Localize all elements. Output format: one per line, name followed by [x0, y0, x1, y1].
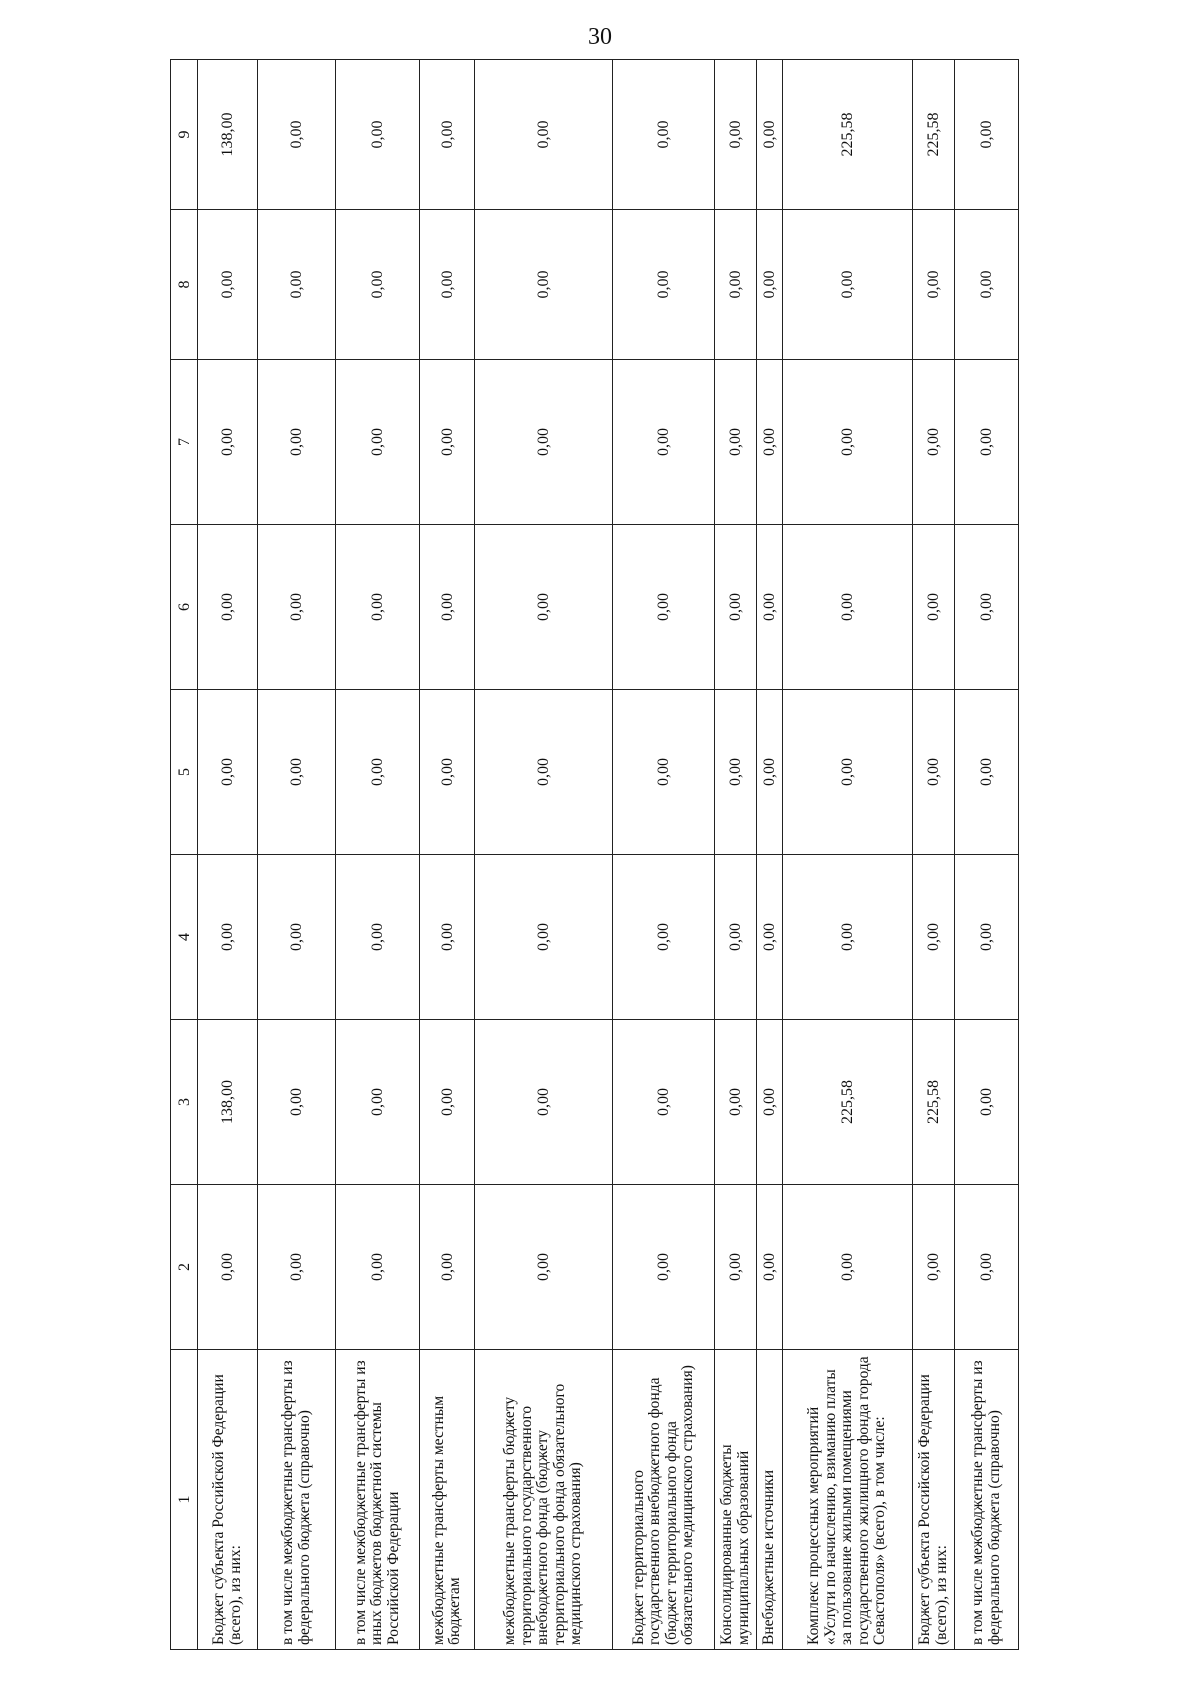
table-cell: 0,00 [715, 1185, 757, 1350]
table-cell: 0,00 [198, 690, 258, 855]
row-label: в том числе межбюджетные трансферты из иных бюджетов бюджетной системы Российской Федерации [336, 1350, 420, 1650]
table-cell: 0,00 [955, 60, 1019, 210]
header-cell: 1 [171, 1350, 198, 1650]
table-cell: 0,00 [955, 525, 1019, 690]
header-cell: 5 [171, 690, 198, 855]
table-cell: 0,00 [420, 1020, 475, 1185]
row-label: Бюджет субъекта Российской Федерации (всего), из них: [198, 1350, 258, 1650]
row-label: в том числе межбюджетные трансферты из федерального бюджета (справочно) [955, 1350, 1019, 1650]
table-cell: 0,00 [613, 690, 715, 855]
table-cell: 0,00 [715, 60, 757, 210]
table-cell: 0,00 [475, 360, 613, 525]
table-cell: 0,00 [258, 525, 336, 690]
table-cell: 0,00 [613, 210, 715, 360]
table-row [913, 60, 955, 1650]
table-cell: 0,00 [783, 855, 913, 1020]
table-cell: 0,00 [715, 210, 757, 360]
table-cell: 0,00 [475, 60, 613, 210]
table-cell: 0,00 [913, 210, 955, 360]
table-row [757, 60, 783, 1650]
table-cell: 0,00 [475, 1185, 613, 1350]
table-cell: 225,58 [913, 1020, 955, 1185]
page-number: 30 [588, 24, 612, 50]
table-cell: 0,00 [336, 210, 420, 360]
rotated-table-container [170, 60, 1060, 1650]
row-label: Внебюджетные источники [757, 1350, 783, 1650]
table-cell: 0,00 [336, 1185, 420, 1350]
table-cell: 0,00 [420, 690, 475, 855]
table-cell: 0,00 [955, 1020, 1019, 1185]
row-label: Бюджет субъекта Российской Федерации (всего), из них: [913, 1350, 955, 1650]
table-cell: 0,00 [336, 855, 420, 1020]
table-row [336, 60, 420, 1650]
table-cell: 138,00 [198, 60, 258, 210]
table-cell: 0,00 [757, 360, 783, 525]
table-cell: 0,00 [715, 525, 757, 690]
table-cell: 0,00 [613, 1020, 715, 1185]
row-label: Бюджет территориального государственного внебюджетного фонда (бюджет территориального фонда обязательного медицинского страхования) [613, 1350, 715, 1650]
table-cell: 0,00 [336, 690, 420, 855]
table-cell: 0,00 [757, 690, 783, 855]
row-label: Комплекс процессных мероприятий «Услуги по начислению, взиманию платы за пользование жилыми помещениями государственного жилищного фонда города Севастополя» (всего), в том числе: [783, 1350, 913, 1650]
table-cell: 225,58 [783, 60, 913, 210]
table-cell: 0,00 [715, 360, 757, 525]
table-cell: 0,00 [913, 855, 955, 1020]
table-cell: 0,00 [258, 360, 336, 525]
table-cell: 0,00 [198, 855, 258, 1020]
table-cell: 0,00 [955, 855, 1019, 1020]
table-cell: 0,00 [757, 60, 783, 210]
table-cell: 0,00 [783, 360, 913, 525]
table-cell: 0,00 [715, 1020, 757, 1185]
table-cell: 0,00 [258, 60, 336, 210]
table-cell: 0,00 [475, 210, 613, 360]
header-cell: 7 [171, 360, 198, 525]
table-cell: 0,00 [336, 360, 420, 525]
table-cell: 0,00 [420, 855, 475, 1020]
header-cell: 3 [171, 1020, 198, 1185]
table-cell: 0,00 [783, 210, 913, 360]
table-cell: 0,00 [913, 690, 955, 855]
row-label: Консолидированные бюджеты муниципальных образований [715, 1350, 757, 1650]
table-cell: 0,00 [420, 525, 475, 690]
row-label: межбюджетные трансферты местным бюджетам [420, 1350, 475, 1650]
table-cell: 0,00 [757, 210, 783, 360]
table-cell: 0,00 [783, 1185, 913, 1350]
table-cell: 0,00 [475, 855, 613, 1020]
table-row [198, 60, 258, 1650]
table-cell: 0,00 [258, 855, 336, 1020]
header-cell: 8 [171, 210, 198, 360]
table-row [475, 60, 613, 1650]
table-cell: 0,00 [420, 360, 475, 525]
table-cell: 0,00 [715, 690, 757, 855]
row-label: в том числе межбюджетные трансферты из федерального бюджета (справочно) [258, 1350, 336, 1650]
table-row [783, 60, 913, 1650]
header-cell: 9 [171, 60, 198, 210]
header-cell: 2 [171, 1185, 198, 1350]
table-cell: 0,00 [613, 1185, 715, 1350]
header-row [171, 60, 198, 1650]
table-cell: 0,00 [420, 1185, 475, 1350]
table-cell: 0,00 [783, 525, 913, 690]
table-cell: 0,00 [757, 1020, 783, 1185]
table-cell: 0,00 [198, 360, 258, 525]
table-cell: 0,00 [955, 360, 1019, 525]
table-cell: 0,00 [613, 855, 715, 1020]
header-cell: 6 [171, 525, 198, 690]
table-row [420, 60, 475, 1650]
table-cell: 0,00 [613, 60, 715, 210]
table-cell: 0,00 [198, 210, 258, 360]
table-cell: 0,00 [613, 360, 715, 525]
header-cell: 4 [171, 855, 198, 1020]
table-cell: 0,00 [198, 1185, 258, 1350]
table-cell: 0,00 [420, 60, 475, 210]
table-cell: 0,00 [258, 1020, 336, 1185]
table-cell: 0,00 [475, 690, 613, 855]
table-cell: 0,00 [475, 1020, 613, 1185]
table-cell: 0,00 [336, 525, 420, 690]
table-row [955, 60, 1019, 1650]
table-cell: 0,00 [757, 1185, 783, 1350]
table-cell: 225,58 [783, 1020, 913, 1185]
table-cell: 0,00 [757, 855, 783, 1020]
table-cell: 0,00 [913, 525, 955, 690]
table-cell: 0,00 [258, 1185, 336, 1350]
table-cell: 0,00 [420, 210, 475, 360]
table-cell: 0,00 [336, 1020, 420, 1185]
table-cell: 0,00 [258, 690, 336, 855]
table-cell: 0,00 [336, 60, 420, 210]
table-row [715, 60, 757, 1650]
row-label: межбюджетные трансферты бюджету территориального государственного внебюджетного фонда (бюджету территориального фонда обязательного медицинского страхования) [475, 1350, 613, 1650]
table-cell: 0,00 [198, 525, 258, 690]
table-cell: 138,00 [198, 1020, 258, 1185]
table-cell: 0,00 [913, 360, 955, 525]
table-cell: 0,00 [955, 1185, 1019, 1350]
table-cell: 0,00 [258, 210, 336, 360]
table-cell: 0,00 [715, 855, 757, 1020]
table-cell: 0,00 [757, 525, 783, 690]
table-cell: 0,00 [955, 690, 1019, 855]
table-cell: 0,00 [913, 1185, 955, 1350]
table-cell: 225,58 [913, 60, 955, 210]
table-row [613, 60, 715, 1650]
table-cell: 0,00 [475, 525, 613, 690]
budget-table [170, 59, 1019, 1650]
table-cell: 0,00 [613, 525, 715, 690]
table-cell: 0,00 [955, 210, 1019, 360]
table-cell: 0,00 [783, 690, 913, 855]
table-row [258, 60, 336, 1650]
